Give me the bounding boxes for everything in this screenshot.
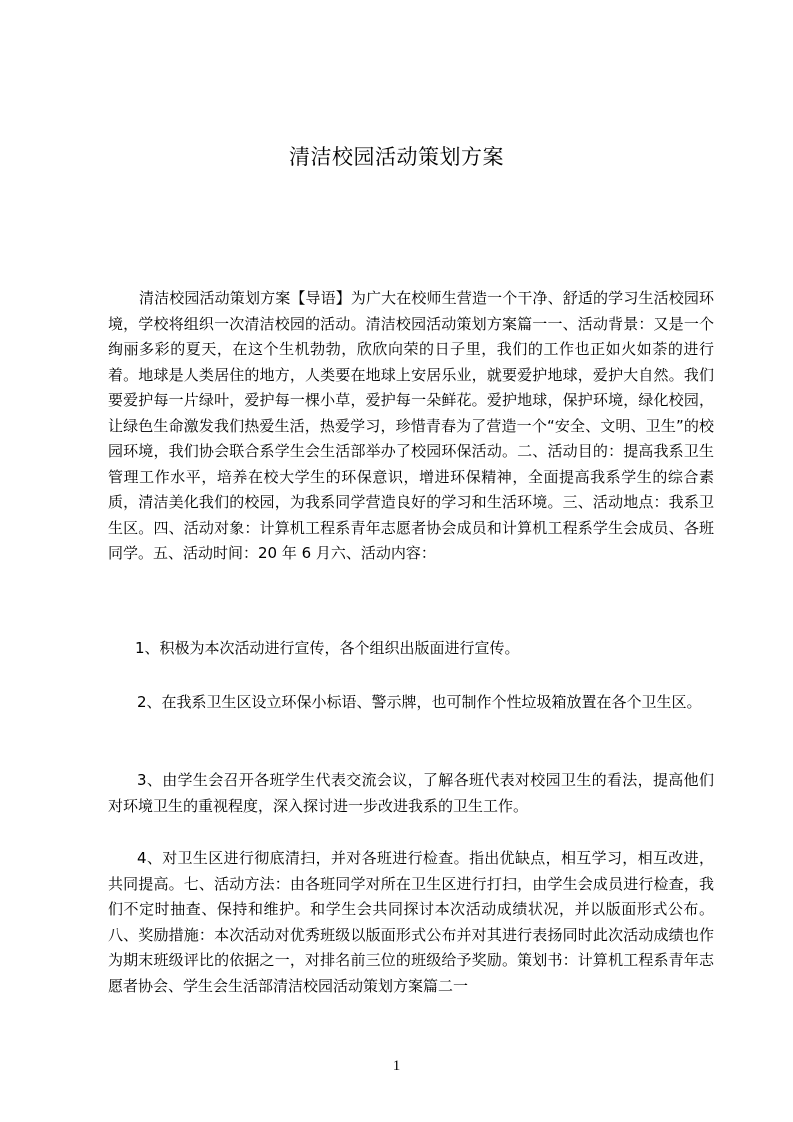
activity-item-4: 4、对卫生区进行彻底清扫，并对各班进行检查。指出优缺点，相互学习，相互改进，共同提高。七、活动方法：由各班同学对所在卫生区进行打扫，由学生会成员进行检查，我们不定时抽查、保持和维护。和学生会共同探讨本次活动成绩状况，并以版面形式公布。八、奖励措施：本次活动对优秀班级以版面形式公布并对其进行表扬同时此次活动成绩也作为期末班级评比的依据之一，对排名前三位的班级给予奖励。策划书：计算机工程系青年志愿者协会、学生会生活部清洁校园活动策划方案篇二一 xyxy=(108,849,714,995)
page-number: 1 xyxy=(392,1058,401,1074)
document-title: 清洁校园活动策划方案 xyxy=(289,145,504,169)
activity-item-2: 2、在我系卫生区设立环保小标语、警示牌，也可制作个性垃圾箱放置在各个卫生区。 xyxy=(137,693,702,711)
activity-item-1: 1、积极为本次活动进行宣传，各个组织出版面进行宣传。 xyxy=(135,639,520,657)
intro-paragraph: 清洁校园活动策划方案【导语】为广大在校师生营造一个干净、舒适的学习生活校园环境，学校将组织一次清洁校园的活动。清洁校园活动策划方案篇一一、活动背景：又是一个绚丽多彩的夏天，在这个生机勃勃，欣欣向荣的日子里，我们的工作也正如火如荼的进行着。地球是人类居住的地方，人类要在地球上安居乐业，就要爱护地球，爱护大自然。我们要爱护每一片绿叶，爱护每一棵小草，爱护每一朵鲜花。爱护地球，保护环境，绿化校园，让绿色生命激发我们热爱生活，热爱学习，珍惜青春为了营造一个“安全、文明、卫生”的校园环境，我们协会联合系学生会生活部举办了校园环保活动。二、活动目的：提高我系卫生管理工作水平，培养在校大学生的环保意识，增进环保精神，全面提高我系学生的综合素质，清洁美化我们的校园，为我系同学营造良好的学习和生活环境。三、活动地点：我系卫生区。四、活动对象：计算机工程系青年志愿者协会成员和计算机工程系学生会成员、各班同学。五、活动时间：20 年 6 月六、活动内容： xyxy=(108,289,714,562)
activity-item-3: 3、由学生会召开各班学生代表交流会议，了解各班代表对校园卫生的看法，提高他们对环境卫生的重视程度，深入探讨进一步改进我系的卫生工作。 xyxy=(108,771,714,815)
